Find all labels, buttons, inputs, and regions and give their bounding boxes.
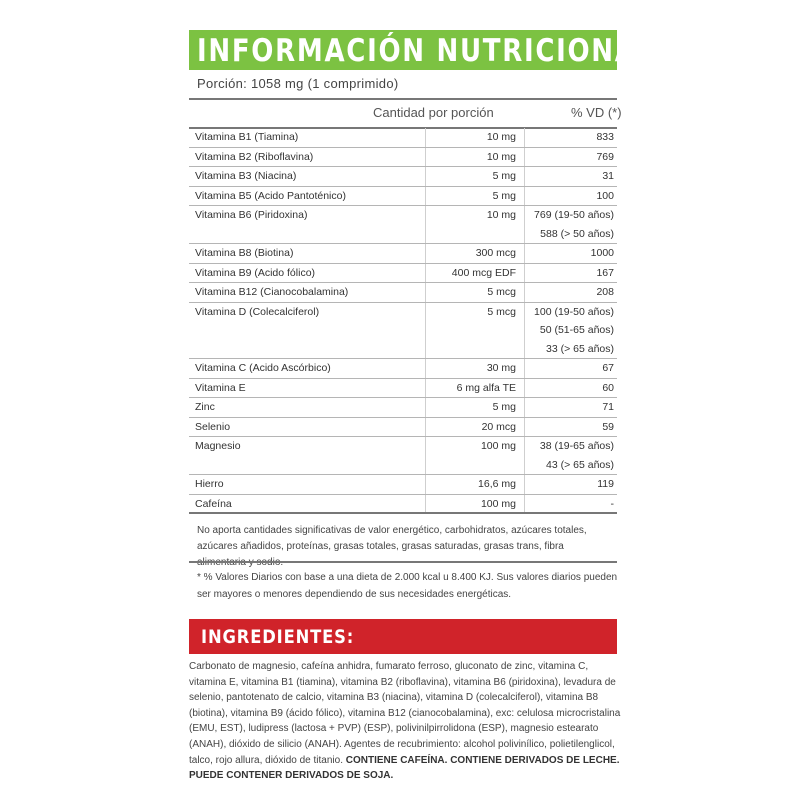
nutrient-amount: 20 mcg xyxy=(426,417,525,437)
nutrient-vd-value: 59 xyxy=(602,420,614,433)
nutrient-vd xyxy=(525,244,618,264)
nutrient-vd xyxy=(525,206,618,244)
nutrient-row xyxy=(189,128,617,147)
nutrient-amount: 400 mcg EDF xyxy=(426,263,525,283)
nutrient-amount: 5 mcg xyxy=(426,302,525,359)
allergen-warning: CONTIENE CAFEÍNA. CONTIENE DERIVADOS DE LECHE. PUEDE CONTENER DERIVADOS DE SOJA. xyxy=(189,754,620,782)
nutrient-row xyxy=(189,417,617,437)
nutrient-vd xyxy=(525,359,618,379)
nutrient-name: Selenio xyxy=(189,417,426,437)
nutrient-name: Vitamina D (Colecalciferol) xyxy=(189,302,426,359)
nutrient-row xyxy=(189,186,617,206)
nutrient-row xyxy=(189,147,617,167)
nutrient-vd xyxy=(525,263,618,283)
nutrient-vd xyxy=(525,417,618,437)
nutrient-name: Vitamina B1 (Tiamina) xyxy=(189,128,426,147)
column-header-vd: % VD (*) xyxy=(571,105,622,120)
nutrient-vd-value: 50 (51-65 años) xyxy=(539,324,614,336)
nutrient-amount: 6 mg alfa TE xyxy=(426,378,525,398)
nutrient-amount: 16,6 mg xyxy=(426,475,525,495)
nutrient-vd-value: 208 xyxy=(596,286,614,298)
nutrient-vd-value: 71 xyxy=(602,401,614,413)
nutrient-vd-value: 119 xyxy=(597,478,614,490)
nutrition-table xyxy=(189,128,617,514)
nutrient-row xyxy=(189,494,617,514)
ingredients-header-bar xyxy=(189,619,617,654)
nutrient-row xyxy=(189,378,617,398)
nutrient-row xyxy=(189,244,617,264)
nutrient-vd-value: - xyxy=(610,497,614,510)
nutrient-name: Vitamina B9 (Acido fólico) xyxy=(189,263,426,283)
nutrient-row xyxy=(189,475,617,495)
nutrient-amount: 5 mg xyxy=(426,186,525,206)
nutrient-amount: 30 mg xyxy=(426,359,525,379)
ingredients-list: Carbonato de magnesio, cafeína anhidra, fumarato ferroso, gluconato de zinc, vitamina C, vitamina E, vitamina B1 (tiamina), vitamina B2 (riboflavina), vitamina B6 (piridoxina), levadura de selenio, pantotenato de calcio, vitamina B3 (niacina), vitamina D (colecalciferol), vitamina B8 (biotina), vitamina B9 (ácido fólico), vitamina B12 (cianocobalamina), exc: celulosa microcristalina (EMU, EST), ludipress (lactosa + PVP) (ESP), polivinilpirrolidona (ESP), magnesio estearato (ANAH), dióxido de silicio (ANAH). Agentes de recubrimiento: alcohol polivinílico, polietilenglicol, talco, rojo allura, dióxido de titanio. xyxy=(189,661,621,766)
divider xyxy=(189,98,617,100)
nutrient-name: Vitamina B2 (Riboflavina) xyxy=(189,147,426,167)
nutrient-name: Vitamina B12 (Cianocobalamina) xyxy=(189,283,426,303)
nutrient-row xyxy=(189,437,617,475)
nutrient-vd-value: 43 (> 65 años) xyxy=(545,458,614,471)
nutrient-amount: 10 mg xyxy=(426,128,525,147)
nutrient-name: Vitamina B3 (Niacina) xyxy=(189,167,426,187)
nutrient-amount: 5 mcg xyxy=(426,283,525,303)
nutrient-row xyxy=(189,398,617,418)
nutrient-vd xyxy=(525,398,618,418)
nutrient-amount: 5 mg xyxy=(426,398,525,418)
nutrient-vd-value: 769 (19-50 años) xyxy=(534,209,614,221)
nutrient-name: Cafeína xyxy=(189,494,426,514)
divider xyxy=(189,561,617,563)
nutrient-name: Zinc xyxy=(189,398,426,418)
nutrient-vd-value: 833 xyxy=(596,131,614,143)
nutrient-amount: 10 mg xyxy=(426,147,525,167)
nutrient-vd-value: 38 (19-65 años) xyxy=(539,440,614,452)
nutrient-name: Vitamina B6 (Piridoxina) xyxy=(189,206,426,244)
nutrient-name: Hierro xyxy=(189,475,426,495)
portion-size: Porción: 1058 mg (1 comprimido) xyxy=(197,76,399,91)
nutrition-header-bar xyxy=(189,30,655,70)
column-header-amount: Cantidad por porción xyxy=(373,105,494,120)
nutrient-row xyxy=(189,283,617,303)
nutrient-vd xyxy=(525,283,618,303)
nutrient-name: Vitamina B8 (Biotina) xyxy=(189,244,426,264)
nutrient-vd xyxy=(525,128,618,147)
nutrient-amount: 100 mg xyxy=(426,494,525,514)
nutrient-vd-value: 769 xyxy=(596,150,614,163)
nutrient-vd xyxy=(525,378,618,398)
nutrient-vd-value: 33 (> 65 años) xyxy=(545,342,614,355)
nutrient-vd-value: 67 xyxy=(602,362,614,374)
ingredients-title: INGREDIENTES: xyxy=(201,626,355,648)
nutrient-vd xyxy=(525,437,618,475)
nutrient-amount: 10 mg xyxy=(426,206,525,244)
nutrient-name: Vitamina E xyxy=(189,378,426,398)
nutrient-vd-value: 588 (> 50 años) xyxy=(540,227,614,240)
nutrient-vd xyxy=(525,302,618,359)
nutrient-vd-value: 100 (19-50 años) xyxy=(534,305,614,318)
nutrient-row xyxy=(189,167,617,187)
nutrition-note-box xyxy=(189,514,617,560)
nutrient-vd-value: 100 xyxy=(596,189,614,202)
nutrient-amount: 5 mg xyxy=(426,167,525,187)
nutrient-vd-value: 60 xyxy=(602,381,614,394)
nutrient-vd-value: 31 xyxy=(602,170,614,182)
nutrient-row xyxy=(189,302,617,359)
daily-value-footnote: * % Valores Diarios con base a una dieta de 2.000 kcal u 8.400 KJ. Sus valores diarios pueden ser mayores o menores dependiendo de sus necesidades energéticas. xyxy=(197,572,618,600)
nutrient-amount: 100 mg xyxy=(426,437,525,475)
nutrient-amount: 300 mcg xyxy=(426,244,525,264)
nutrient-vd xyxy=(525,147,618,167)
nutrient-vd xyxy=(525,167,618,187)
nutrient-name: Vitamina C (Acido Ascórbico) xyxy=(189,359,426,379)
nutrient-vd xyxy=(525,475,618,495)
nutrient-vd xyxy=(525,494,618,514)
nutrition-note: No aporta cantidades significativas de valor energético, carbohidratos, azúcares totales, azúcares añadidos, proteínas, grasas totales, grasas saturadas, grasas trans, fibra xyxy=(197,525,587,552)
nutrient-name: Vitamina B5 (Acido Pantoténico) xyxy=(189,186,426,206)
nutrient-name: Magnesio xyxy=(189,437,426,475)
nutrient-vd xyxy=(525,186,618,206)
nutrient-vd-value: 1000 xyxy=(590,247,614,259)
nutrient-row xyxy=(189,263,617,283)
nutrition-title: INFORMACIÓN NUTRICIONAL xyxy=(197,33,655,69)
nutrient-row xyxy=(189,359,617,379)
nutrient-row xyxy=(189,206,617,244)
ingredients-text xyxy=(189,659,624,784)
nutrient-vd-value: 167 xyxy=(596,266,614,279)
